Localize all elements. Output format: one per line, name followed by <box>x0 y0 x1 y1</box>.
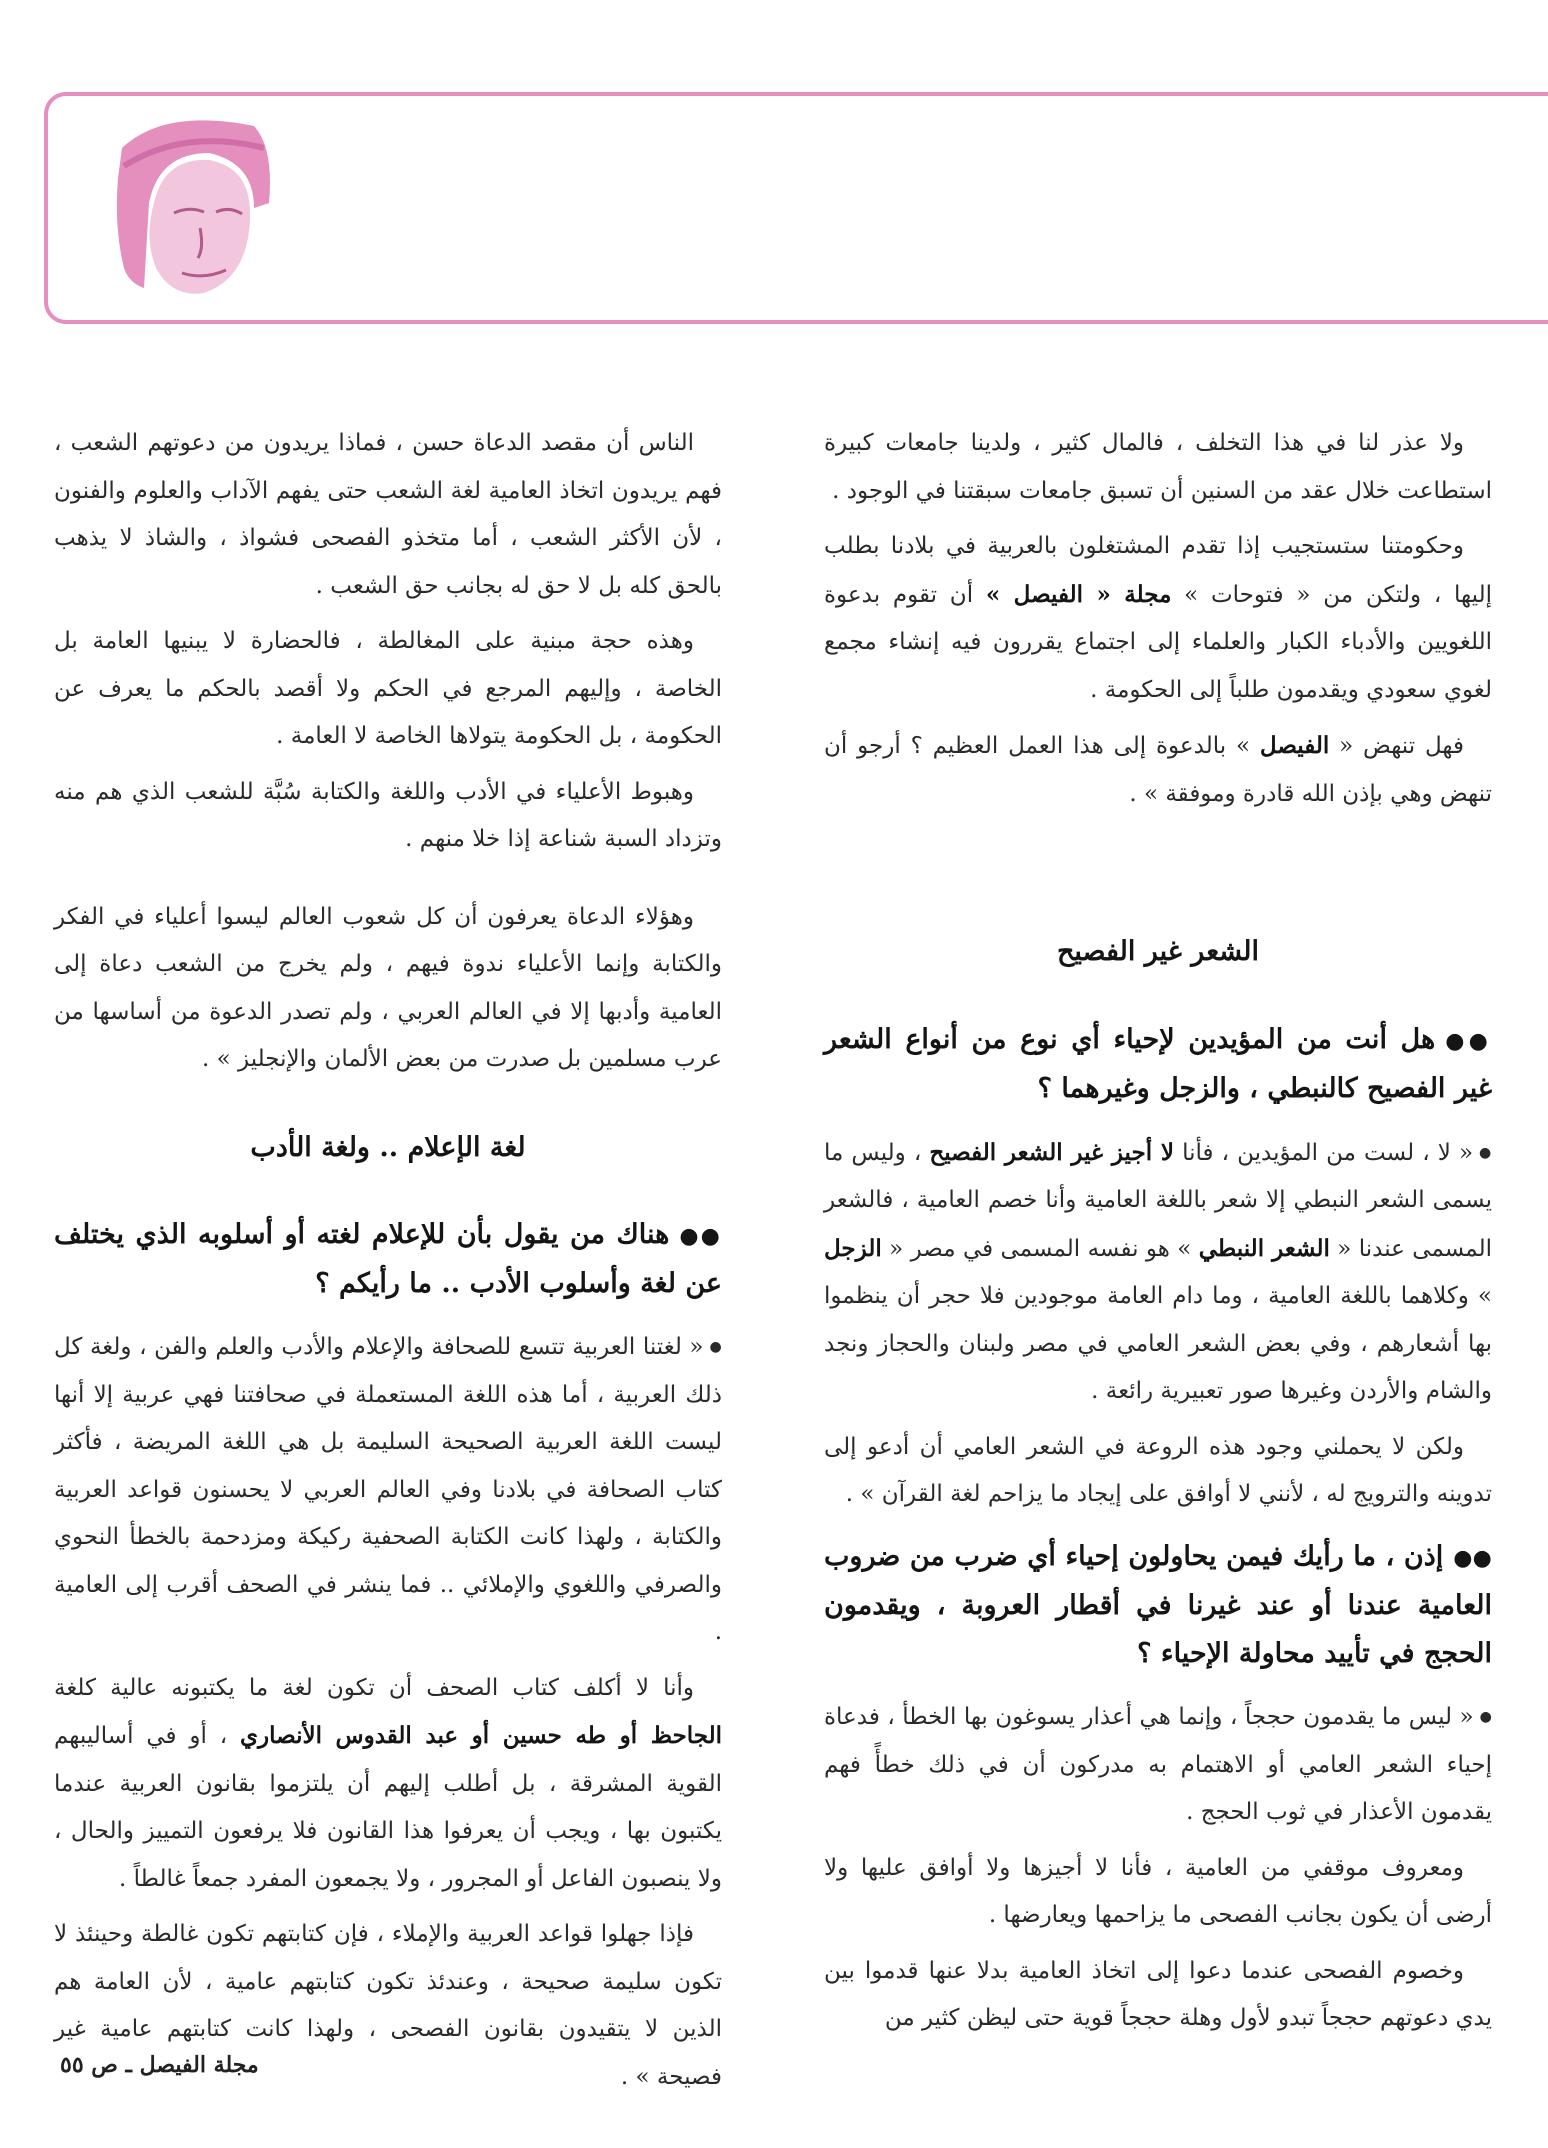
paragraph: ولكن لا يحملني وجود هذه الروعة في الشعر العامي أن أدعو إلى تدوينه والترويج له ، لأنني لا أوافق على إيجاد ما يزاحم لغة القرآن » . <box>824 1433 1492 1508</box>
page-footer: مجلة الفيصل ـ ص ٥٥ <box>60 2052 259 2078</box>
interview-answer: ●« لغتنا العربية تتسع للصحافة والإعلام والأدب والعلم والفن ، ولغة كل ذلك العربية ، أما هذه اللغة المستعملة في صحافتنا فهي عربية إلا أنها ليست اللغة العربية الصحيحة السليمة بل هي اللغة المريضة ، فأكثر كتاب الصحافة في بلادنا وفي العالم العربي لا يحسنون قواعد العربية والكتابة ، ولهذا كانت الكتابة الصحفية ركيكة ومزدحمة بالخطأ النحوي والصرفي واللغوي والإملائي .. فما ينشر في الصحف أقرب إلى العامية . <box>54 1334 722 1646</box>
paragraph: وحكومتنا ستستجيب إذا تقدم المشتغلون بالعربية في بلادنا بطلب إليها ، ولتكن من « فتوحات » مجلة « الفيصل » أن تقوم بدعوة اللغويين والأدباء الكبار والعلماء إلى اجتماع يقررون فيه إنشاء مجمع لغوي سعودي ويقدمون طلباً إلى الحكومة . <box>824 533 1492 703</box>
paragraph: ولا عذر لنا في هذا التخلف ، فالمال كثير ، ولدينا جامعات كبيرة استطاعت خلال عقد من السنين أن تسبق جامعات سبقتنا في الوجود . <box>824 430 1492 504</box>
left-column <box>54 420 722 2109</box>
question-marker: ●● <box>679 1223 722 1249</box>
interview-question: ●●هناك من يقول بأن للإعلام لغته أو أسلوبه الذي يختلف عن لغة وأسلوب الأدب .. ما رأيكم ؟ <box>54 1219 722 1299</box>
face <box>149 160 250 294</box>
interview-question: ●●هل أنت من المؤيدين لإحياء أي نوع من أنواع الشعر غير الفصيح كالنبطي ، والزجل وغيرهما ؟ <box>824 1023 1492 1104</box>
paragraph: وأنا لا أكلف كتاب الصحف أن تكون لغة ما يكتبونه عالية كلغة الجاحظ أو طه حسين أو عبد القدوس الأنصاري ، أو في أساليبهم القوية المشرقة ، بل أطلب إليهم أن يلتزموا بقانون العربية عندما يكتبون بها ، ويجب أن يعرفوا هذا القانون فلا يرفعون التمييز والحال ، ولا ينصبون الفاعل أو المجرور ، ولا يجمعون المفرد جمعاً غالطاً . <box>54 1674 723 1892</box>
paragraph: وهؤلاء الدعاة يعرفون أن كل شعوب العالم ليسوا أعلياء في الفكر والكتابة وإنما الأعلياء ندوة فيهم ، ولم يخرج من الشعب دعاة إلى العامية وأدبها إلا في العالم العربي ، ولم تصدر الدعوة من أساسها من عرب مسلمين بل صدرت من بعض الألمان والإنجليز » . <box>54 903 722 1072</box>
paragraph: الناس أن مقصد الدعاة حسن ، فماذا يريدون من دعوتهم الشعب ، فهم يريدون اتخاذ العامية لغة الشعب حتى يفهم الآداب والعلوم والفنون ، لأن الأكثر الشعب ، أما متخذو الفصحى فشواذ ، والشاذ لا يذهب بالحق كله بل لا حق له بجانب حق الشعب . <box>54 430 722 599</box>
answer-marker: ● <box>709 1339 722 1356</box>
answer-marker: ● <box>1479 1144 1493 1161</box>
magazine-name: مجلة « الفيصل » <box>985 580 1172 608</box>
magazine-name: الفيصل <box>1259 732 1330 759</box>
paragraph: وهذه حجة مبنية على المغالطة ، فالحضارة لا يبنيها العامة بل الخاصة ، وإليهم المرجع في الحكم ولا أقصد بالحكم ما يعرف عن الحكومة ، بل الحكومة يتولاها الخاصة لا العامة . <box>54 628 722 749</box>
paragraph: فهل تنهض « الفيصل » بالدعوة إلى هذا العمل العظيم ؟ أرجو أن تنهض وهي بإذن الله قادرة وموفقة » . <box>824 732 1492 807</box>
portrait-photo <box>104 108 284 308</box>
right-column <box>824 420 1492 2051</box>
author-names: الجاحظ أو طه حسين أو عبد القدوس الأنصاري <box>240 1722 723 1750</box>
paragraph: ومعروف موقفي من العامية ، فأنا لا أجيزها ولا أوافق عليها ولا أرضى أن يكون بجانب الفصحى ما يزاحمها ويعارضها . <box>824 1854 1492 1928</box>
interview-answer: ●« ليس ما يقدمون حججاً ، وإنما هي أعذار يسوغون بها الخطأ ، فدعاة إحياء الشعر العامي أو الاهتمام به مدركون أن في ذلك خطأً فهم يقدمون الأعذار في ثوب الحجج . <box>824 1703 1493 1825</box>
section-heading-media-language: لغة الإعلام .. ولغة الأدب <box>250 1131 526 1163</box>
question-marker: ●● <box>1453 1544 1492 1571</box>
paragraph: فإذا جهلوا قواعد العربية والإملاء ، فإن كتابتهم تكون غالطة وحينئذ لا تكون سليمة صحيحة ، وعندئذ تكون كتابتهم عامية ، لأن العامة هم الذين لا يتقيدون بقانون الفصحى ، ولهذا كانت كتابتهم عامية غير فصيحة » . <box>54 1921 722 2090</box>
spacer <box>54 872 722 894</box>
interview-answer: ●« لا ، لست من المؤيدين ، فأنا لا أجيز غير الشعر الفصيح ، وليس ما يسمى الشعر النبطي إلا شعر باللغة العامية وأنا خصم العامية ، فالشعر المسمى عندنا « الشعر النبطي » هو نفسه المسمى في مصر « الزجل » وكلاهما باللغة العامية ، وما دام العامة موجودين فلا حجر أن ينظموا بها أشعارهم ، وفي بعض الشعر العامي في مصر ولبنان والحجاز ونجد والشام والأردن وغيرها صور تعبيرية رائعة . <box>824 1138 1493 1405</box>
paragraph: وخصوم الفصحى عندما دعوا إلى اتخاذ العامية بدلا عنها قدموا بين يدي دعوتهم حججاً تبدو لأول وهلة حججاً قوية حتى ليظن كثير من <box>824 1957 1492 2031</box>
question-marker: ●● <box>1445 1027 1492 1054</box>
interview-question: ●●إذن ، ما رأيك فيمن يحاولون إحياء أي ضرب من ضروب العامية عندنا أو عند غيرنا في أقطار العروبة ، ويقدمون الحجج في تأييد محاولة الإحياء ؟ <box>824 1540 1492 1669</box>
section-heading-nonstandard-poetry: الشعر غير الفصيح <box>1056 936 1260 967</box>
paragraph: وهبوط الأعلياء في الأدب واللغة والكتابة سُبَّة للشعب الذي هم منه وتزداد السبة شناعة إذا خلا منهم . <box>54 778 722 852</box>
answer-marker: ● <box>1479 1709 1493 1725</box>
